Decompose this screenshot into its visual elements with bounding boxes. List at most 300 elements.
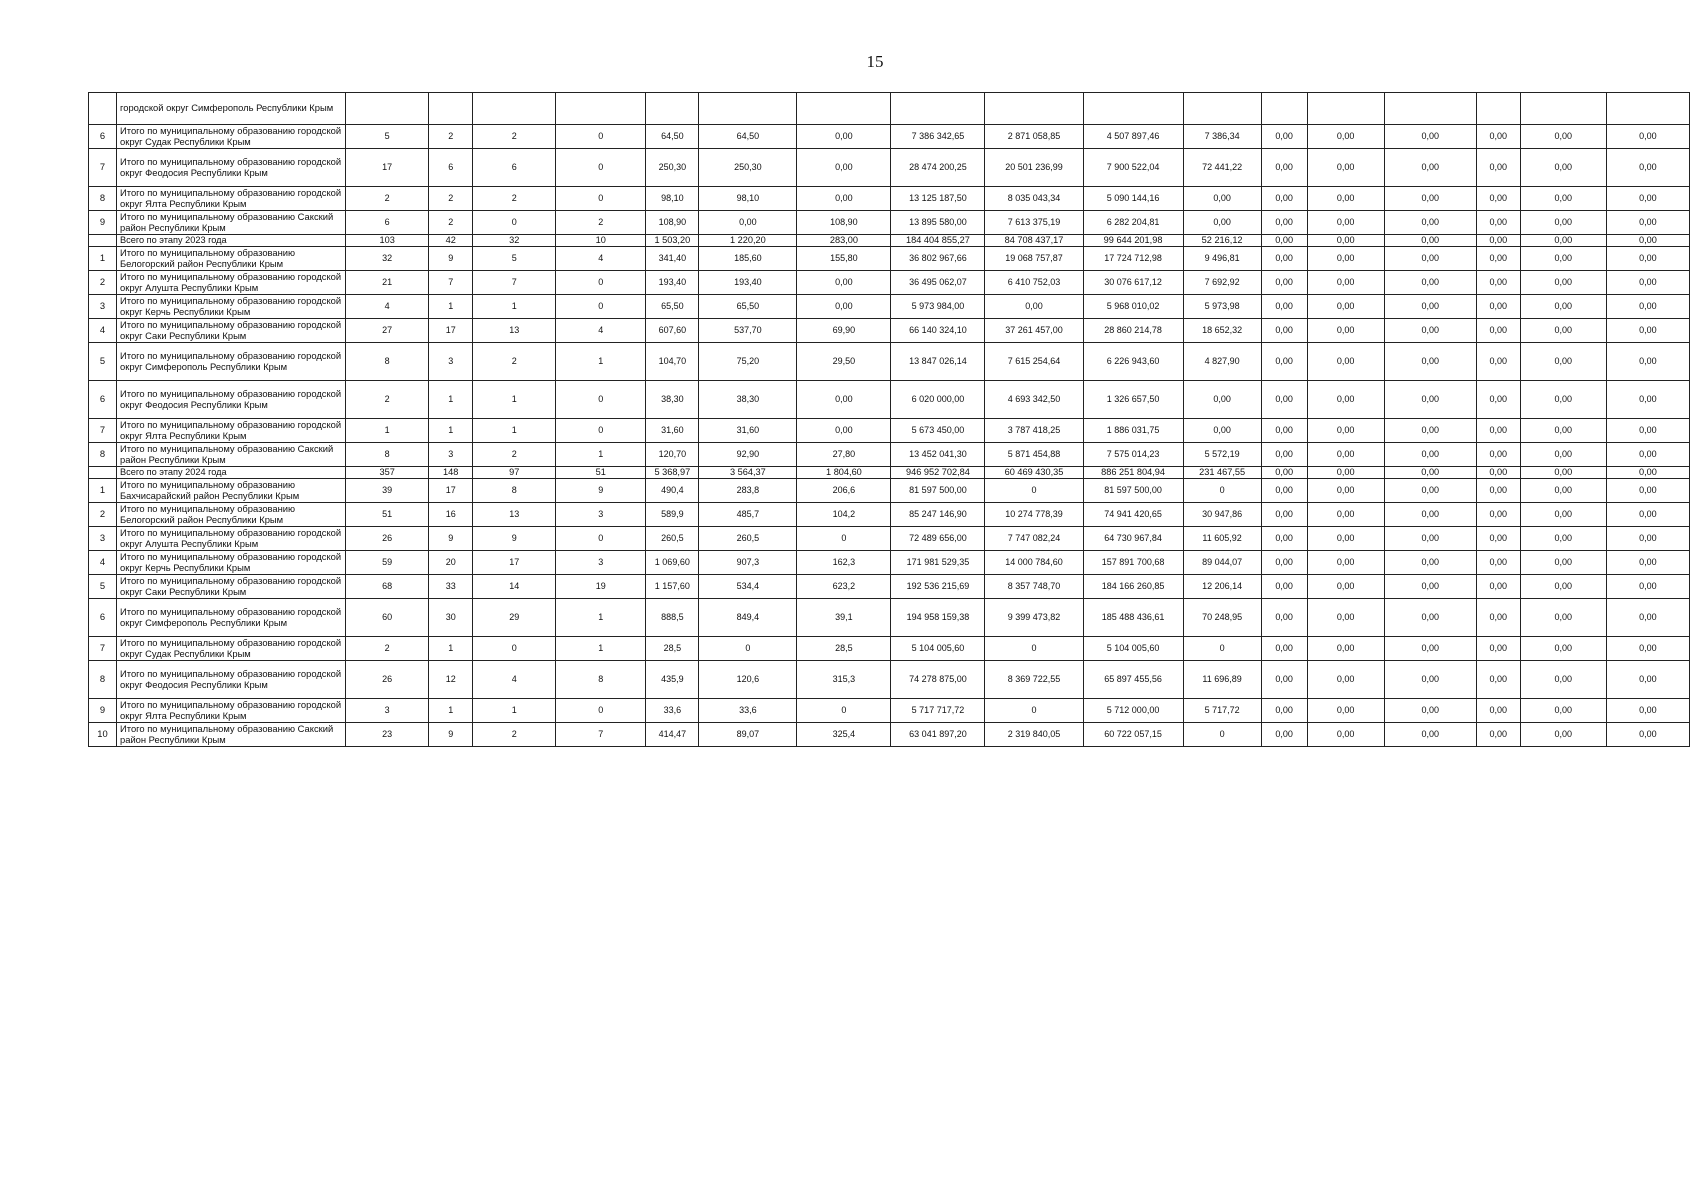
table-row xyxy=(89,319,1690,343)
value-cell: 0,00 xyxy=(1307,211,1384,235)
value-cell: 0,00 xyxy=(1261,479,1307,503)
value-cell: 84 708 437,17 xyxy=(985,235,1083,247)
value-cell: 108,90 xyxy=(797,211,891,235)
value-cell: 1 xyxy=(556,343,646,381)
value-cell: 0,00 xyxy=(1606,479,1689,503)
value-cell: 9 xyxy=(429,247,473,271)
value-cell: 325,4 xyxy=(797,723,891,747)
value-cell: 0,00 xyxy=(1606,211,1689,235)
value-cell: 0 xyxy=(699,637,797,661)
value-cell: 7 386,34 xyxy=(1183,125,1261,149)
table-row xyxy=(89,503,1690,527)
value-cell: 5 104 005,60 xyxy=(891,637,985,661)
value-cell: 3 xyxy=(346,699,429,723)
value-cell: 0,00 xyxy=(1476,661,1520,699)
value-cell: 589,9 xyxy=(646,503,699,527)
value-cell: 37 261 457,00 xyxy=(985,319,1083,343)
value-cell: 63 041 897,20 xyxy=(891,723,985,747)
value-cell: 0,00 xyxy=(1261,149,1307,187)
value-cell: 32 xyxy=(473,235,556,247)
value-cell: 5 xyxy=(473,247,556,271)
value-cell: 1 xyxy=(473,699,556,723)
municipality-name-cell: Итого по муниципальному образованию Бахчисарайский район Республики Крым xyxy=(117,479,346,503)
value-cell: 33,6 xyxy=(646,699,699,723)
row-number-cell: 8 xyxy=(89,187,117,211)
table-row xyxy=(89,661,1690,699)
table-body xyxy=(89,93,1690,747)
row-number-cell: 1 xyxy=(89,479,117,503)
value-cell: 0,00 xyxy=(699,211,797,235)
value-cell: 1 804,60 xyxy=(797,467,891,479)
value-cell: 283,8 xyxy=(699,479,797,503)
value-cell: 13 125 187,50 xyxy=(891,187,985,211)
value-cell: 9 xyxy=(556,479,646,503)
value-cell: 0,00 xyxy=(1261,381,1307,419)
row-number-cell: 5 xyxy=(89,575,117,599)
value-cell: 31,60 xyxy=(646,419,699,443)
value-cell: 12 206,14 xyxy=(1183,575,1261,599)
value-cell: 39 xyxy=(346,479,429,503)
row-number-cell: 10 xyxy=(89,723,117,747)
value-cell: 0,00 xyxy=(1476,295,1520,319)
value-cell: 0,00 xyxy=(1307,419,1384,443)
value-cell: 9 xyxy=(429,527,473,551)
value-cell: 0,00 xyxy=(1520,187,1606,211)
value-cell: 12 xyxy=(429,661,473,699)
value-cell: 17 724 712,98 xyxy=(1083,247,1183,271)
value-cell: 81 597 500,00 xyxy=(1083,479,1183,503)
value-cell: 185 488 436,61 xyxy=(1083,599,1183,637)
value-cell: 64 730 967,84 xyxy=(1083,527,1183,551)
value-cell: 89 044,07 xyxy=(1183,551,1261,575)
value-cell: 10 274 778,39 xyxy=(985,503,1083,527)
value-cell: 0,00 xyxy=(1476,187,1520,211)
value-cell: 0,00 xyxy=(1307,527,1384,551)
value-cell: 5 104 005,60 xyxy=(1083,637,1183,661)
value-cell: 0,00 xyxy=(1606,661,1689,699)
value-cell: 17 xyxy=(429,319,473,343)
value-cell: 85 247 146,90 xyxy=(891,503,985,527)
municipality-name-cell: Итого по муниципальному образованию городской округ Ялта Республики Крым xyxy=(117,699,346,723)
value-cell: 0,00 xyxy=(1606,319,1689,343)
value-cell: 0,00 xyxy=(1307,187,1384,211)
value-cell: 60 469 430,35 xyxy=(985,467,1083,479)
value-cell: 607,60 xyxy=(646,319,699,343)
value-cell: 5 572,19 xyxy=(1183,443,1261,467)
value-cell: 0,00 xyxy=(1384,503,1476,527)
row-number-cell: 4 xyxy=(89,551,117,575)
value-cell: 0,00 xyxy=(1606,637,1689,661)
value-cell: 10 xyxy=(556,235,646,247)
value-cell: 0,00 xyxy=(1520,661,1606,699)
value-cell: 0,00 xyxy=(1606,271,1689,295)
value-cell: 29,50 xyxy=(797,343,891,381)
value-cell: 0,00 xyxy=(1606,149,1689,187)
value-cell: 2 871 058,85 xyxy=(985,125,1083,149)
table-row xyxy=(89,419,1690,443)
value-cell: 39,1 xyxy=(797,599,891,637)
row-number-cell: 1 xyxy=(89,247,117,271)
value-cell: 0,00 xyxy=(1476,443,1520,467)
value-cell: 0,00 xyxy=(1520,149,1606,187)
value-cell: 0,00 xyxy=(1520,125,1606,149)
value-cell: 9 xyxy=(429,723,473,747)
value-cell: 0,00 xyxy=(1307,247,1384,271)
value-cell: 0,00 xyxy=(1606,443,1689,467)
row-number-cell: 9 xyxy=(89,699,117,723)
value-cell: 184 404 855,27 xyxy=(891,235,985,247)
municipality-name-cell: Всего по этапу 2024 года xyxy=(117,467,346,479)
value-cell: 6 xyxy=(346,211,429,235)
value-cell: 23 xyxy=(346,723,429,747)
value-cell: 28 474 200,25 xyxy=(891,149,985,187)
value-cell: 89,07 xyxy=(699,723,797,747)
value-cell: 108,90 xyxy=(646,211,699,235)
value-cell: 0,00 xyxy=(1476,599,1520,637)
value-cell: 162,3 xyxy=(797,551,891,575)
value-cell: 0,00 xyxy=(1476,125,1520,149)
value-cell: 65 897 455,56 xyxy=(1083,661,1183,699)
value-cell: 0,00 xyxy=(1384,467,1476,479)
value-cell: 0,00 xyxy=(1384,527,1476,551)
value-cell: 98,10 xyxy=(646,187,699,211)
value-cell: 1 xyxy=(556,637,646,661)
value-cell: 8 xyxy=(473,479,556,503)
value-cell xyxy=(1261,93,1307,125)
value-cell: 0,00 xyxy=(1261,443,1307,467)
value-cell: 0,00 xyxy=(1476,503,1520,527)
value-cell: 69,90 xyxy=(797,319,891,343)
value-cell: 20 501 236,99 xyxy=(985,149,1083,187)
value-cell: 283,00 xyxy=(797,235,891,247)
row-number-cell: 8 xyxy=(89,443,117,467)
value-cell: 2 xyxy=(473,443,556,467)
value-cell: 0,00 xyxy=(1384,723,1476,747)
value-cell: 193,40 xyxy=(699,271,797,295)
value-cell: 8 035 043,34 xyxy=(985,187,1083,211)
value-cell: 27 xyxy=(346,319,429,343)
value-cell: 1 xyxy=(473,295,556,319)
value-cell: 26 xyxy=(346,527,429,551)
value-cell: 19 068 757,87 xyxy=(985,247,1083,271)
value-cell: 0,00 xyxy=(1261,575,1307,599)
table-row xyxy=(89,271,1690,295)
row-number-cell xyxy=(89,93,117,125)
value-cell: 1 xyxy=(429,699,473,723)
value-cell: 0,00 xyxy=(1520,479,1606,503)
value-cell: 3 xyxy=(556,551,646,575)
value-cell: 0,00 xyxy=(1307,125,1384,149)
value-cell: 260,5 xyxy=(699,527,797,551)
value-cell: 0,00 xyxy=(1307,343,1384,381)
value-cell: 33 xyxy=(429,575,473,599)
value-cell: 0,00 xyxy=(797,125,891,149)
value-cell: 0,00 xyxy=(1476,467,1520,479)
value-cell: 0,00 xyxy=(1520,295,1606,319)
value-cell: 0,00 xyxy=(1261,319,1307,343)
value-cell: 0 xyxy=(797,527,891,551)
row-number-cell: 6 xyxy=(89,599,117,637)
value-cell: 21 xyxy=(346,271,429,295)
value-cell: 435,9 xyxy=(646,661,699,699)
value-cell: 0,00 xyxy=(1307,149,1384,187)
municipality-name-cell: Итого по муниципальному образованию городской округ Феодосия Республики Крым xyxy=(117,149,346,187)
value-cell: 0 xyxy=(985,479,1083,503)
value-cell: 6 xyxy=(429,149,473,187)
value-cell: 4 xyxy=(556,319,646,343)
value-cell: 5 368,97 xyxy=(646,467,699,479)
value-cell: 192 536 215,69 xyxy=(891,575,985,599)
value-cell: 0,00 xyxy=(1476,211,1520,235)
value-cell: 184 166 260,85 xyxy=(1083,575,1183,599)
value-cell: 0,00 xyxy=(1261,503,1307,527)
value-cell: 0 xyxy=(556,699,646,723)
value-cell: 886 251 804,94 xyxy=(1083,467,1183,479)
value-cell: 0,00 xyxy=(1520,551,1606,575)
value-cell: 13 xyxy=(473,503,556,527)
value-cell: 0,00 xyxy=(1261,211,1307,235)
value-cell: 0,00 xyxy=(1261,125,1307,149)
value-cell: 534,4 xyxy=(699,575,797,599)
value-cell xyxy=(1083,93,1183,125)
value-cell: 8 xyxy=(346,343,429,381)
value-cell: 0,00 xyxy=(1261,235,1307,247)
value-cell: 0,00 xyxy=(797,381,891,419)
value-cell: 8 369 722,55 xyxy=(985,661,1083,699)
value-cell: 7 xyxy=(473,271,556,295)
value-cell: 1 220,20 xyxy=(699,235,797,247)
value-cell: 0 xyxy=(1183,637,1261,661)
value-cell: 0 xyxy=(985,699,1083,723)
value-cell: 0,00 xyxy=(1476,699,1520,723)
table-row xyxy=(89,187,1690,211)
value-cell: 0,00 xyxy=(1384,381,1476,419)
value-cell: 0,00 xyxy=(1307,599,1384,637)
value-cell: 75,20 xyxy=(699,343,797,381)
value-cell: 38,30 xyxy=(699,381,797,419)
value-cell: 98,10 xyxy=(699,187,797,211)
value-cell: 1 xyxy=(346,419,429,443)
municipality-name-cell: Всего по этапу 2023 года xyxy=(117,235,346,247)
value-cell: 9 496,81 xyxy=(1183,247,1261,271)
value-cell: 0,00 xyxy=(1606,699,1689,723)
value-cell: 0 xyxy=(556,419,646,443)
value-cell: 17 xyxy=(346,149,429,187)
value-cell: 0,00 xyxy=(1261,419,1307,443)
value-cell: 0,00 xyxy=(1261,527,1307,551)
value-cell: 7 692,92 xyxy=(1183,271,1261,295)
value-cell: 13 452 041,30 xyxy=(891,443,985,467)
row-number-cell: 6 xyxy=(89,125,117,149)
value-cell: 99 644 201,98 xyxy=(1083,235,1183,247)
table-row xyxy=(89,93,1690,125)
value-cell: 1 xyxy=(429,295,473,319)
value-cell: 120,6 xyxy=(699,661,797,699)
municipality-name-cell: Итого по муниципальному образованию городской округ Саки Республики Крым xyxy=(117,319,346,343)
value-cell: 0,00 xyxy=(1261,467,1307,479)
value-cell: 171 981 529,35 xyxy=(891,551,985,575)
value-cell: 0,00 xyxy=(1261,295,1307,319)
value-cell: 72 489 656,00 xyxy=(891,527,985,551)
value-cell: 0,00 xyxy=(1307,661,1384,699)
value-cell: 148 xyxy=(429,467,473,479)
row-number-cell xyxy=(89,467,117,479)
value-cell: 7 386 342,65 xyxy=(891,125,985,149)
value-cell xyxy=(1476,93,1520,125)
table-row xyxy=(89,343,1690,381)
value-cell: 4 507 897,46 xyxy=(1083,125,1183,149)
value-cell: 0,00 xyxy=(1476,419,1520,443)
value-cell: 13 xyxy=(473,319,556,343)
table-row xyxy=(89,551,1690,575)
value-cell: 0,00 xyxy=(1476,479,1520,503)
value-cell: 623,2 xyxy=(797,575,891,599)
value-cell: 0 xyxy=(473,637,556,661)
value-cell: 36 495 062,07 xyxy=(891,271,985,295)
value-cell: 0,00 xyxy=(1520,467,1606,479)
value-cell: 0,00 xyxy=(797,271,891,295)
municipality-name-cell: Итого по муниципальному образованию Сакский район Республики Крым xyxy=(117,211,346,235)
value-cell: 9 xyxy=(473,527,556,551)
value-cell: 0,00 xyxy=(1606,503,1689,527)
value-cell: 7 900 522,04 xyxy=(1083,149,1183,187)
value-cell: 0 xyxy=(556,381,646,419)
value-cell: 4 xyxy=(473,661,556,699)
value-cell: 8 357 748,70 xyxy=(985,575,1083,599)
value-cell: 1 069,60 xyxy=(646,551,699,575)
value-cell: 65,50 xyxy=(646,295,699,319)
value-cell: 0,00 xyxy=(1261,187,1307,211)
value-cell: 0,00 xyxy=(1384,575,1476,599)
value-cell: 0,00 xyxy=(1606,247,1689,271)
value-cell: 0,00 xyxy=(1261,599,1307,637)
value-cell: 2 xyxy=(473,187,556,211)
value-cell: 0 xyxy=(556,187,646,211)
value-cell: 0,00 xyxy=(1520,699,1606,723)
value-cell: 4 xyxy=(346,295,429,319)
total-row xyxy=(89,235,1690,247)
value-cell: 8 xyxy=(556,661,646,699)
value-cell: 490,4 xyxy=(646,479,699,503)
value-cell: 849,4 xyxy=(699,599,797,637)
value-cell: 5 973,98 xyxy=(1183,295,1261,319)
value-cell: 1 xyxy=(429,637,473,661)
value-cell: 1 886 031,75 xyxy=(1083,419,1183,443)
value-cell: 907,3 xyxy=(699,551,797,575)
table-row xyxy=(89,575,1690,599)
value-cell: 60 xyxy=(346,599,429,637)
value-cell: 0,00 xyxy=(1384,187,1476,211)
row-number-cell: 2 xyxy=(89,503,117,527)
municipality-name-cell: Итого по муниципальному образованию городской округ Керчь Республики Крым xyxy=(117,295,346,319)
value-cell: 0,00 xyxy=(1384,637,1476,661)
municipality-name-cell: Итого по муниципальному образованию городской округ Симферополь Республики Крым xyxy=(117,599,346,637)
value-cell: 0,00 xyxy=(985,295,1083,319)
row-number-cell: 9 xyxy=(89,211,117,235)
value-cell: 0 xyxy=(556,527,646,551)
value-cell: 14 000 784,60 xyxy=(985,551,1083,575)
value-cell: 0,00 xyxy=(1384,125,1476,149)
value-cell: 537,70 xyxy=(699,319,797,343)
value-cell: 0,00 xyxy=(1384,247,1476,271)
value-cell: 5 xyxy=(346,125,429,149)
value-cell: 4 827,90 xyxy=(1183,343,1261,381)
value-cell: 0,00 xyxy=(1606,551,1689,575)
value-cell: 51 xyxy=(346,503,429,527)
value-cell: 4 693 342,50 xyxy=(985,381,1083,419)
value-cell: 0,00 xyxy=(1520,381,1606,419)
value-cell: 1 326 657,50 xyxy=(1083,381,1183,419)
value-cell: 0,00 xyxy=(1261,247,1307,271)
value-cell: 0,00 xyxy=(1307,381,1384,419)
value-cell: 74 278 875,00 xyxy=(891,661,985,699)
value-cell: 11 605,92 xyxy=(1183,527,1261,551)
value-cell: 0,00 xyxy=(1307,637,1384,661)
value-cell: 8 xyxy=(346,443,429,467)
value-cell: 0,00 xyxy=(1384,599,1476,637)
value-cell: 0,00 xyxy=(1476,235,1520,247)
value-cell: 0,00 xyxy=(1606,295,1689,319)
value-cell: 1 157,60 xyxy=(646,575,699,599)
value-cell: 206,6 xyxy=(797,479,891,503)
value-cell: 0 xyxy=(797,699,891,723)
value-cell: 5 973 984,00 xyxy=(891,295,985,319)
row-number-cell: 4 xyxy=(89,319,117,343)
value-cell: 357 xyxy=(346,467,429,479)
value-cell: 7 747 082,24 xyxy=(985,527,1083,551)
value-cell: 30 076 617,12 xyxy=(1083,271,1183,295)
value-cell: 36 802 967,66 xyxy=(891,247,985,271)
value-cell: 0,00 xyxy=(1520,503,1606,527)
value-cell: 341,40 xyxy=(646,247,699,271)
value-cell: 5 968 010,02 xyxy=(1083,295,1183,319)
value-cell: 0,00 xyxy=(1520,247,1606,271)
value-cell: 0,00 xyxy=(1520,271,1606,295)
value-cell: 0,00 xyxy=(1261,661,1307,699)
value-cell: 0,00 xyxy=(1183,381,1261,419)
value-cell: 0,00 xyxy=(1307,575,1384,599)
value-cell: 0,00 xyxy=(1520,211,1606,235)
value-cell: 28 860 214,78 xyxy=(1083,319,1183,343)
value-cell: 64,50 xyxy=(646,125,699,149)
municipality-name-cell: Итого по муниципальному образованию городской округ Судак Республики Крым xyxy=(117,637,346,661)
value-cell: 0,00 xyxy=(1520,343,1606,381)
value-cell: 0,00 xyxy=(1183,211,1261,235)
municipality-name-cell: Итого по муниципальному образованию городской округ Феодосия Республики Крым xyxy=(117,661,346,699)
value-cell: 1 xyxy=(556,599,646,637)
municipality-name-cell: Итого по муниципальному образованию Сакский район Республики Крым xyxy=(117,443,346,467)
value-cell: 13 847 026,14 xyxy=(891,343,985,381)
value-cell: 64,50 xyxy=(699,125,797,149)
value-cell: 946 952 702,84 xyxy=(891,467,985,479)
table-row xyxy=(89,211,1690,235)
value-cell: 81 597 500,00 xyxy=(891,479,985,503)
value-cell: 6 410 752,03 xyxy=(985,271,1083,295)
table-row xyxy=(89,381,1690,419)
value-cell: 0,00 xyxy=(1520,575,1606,599)
value-cell: 1 503,20 xyxy=(646,235,699,247)
value-cell: 5 673 450,00 xyxy=(891,419,985,443)
value-cell: 27,80 xyxy=(797,443,891,467)
value-cell: 2 xyxy=(346,637,429,661)
value-cell: 250,30 xyxy=(646,149,699,187)
row-number-cell: 3 xyxy=(89,527,117,551)
municipality-name-cell: Итого по муниципальному образованию городской округ Алушта Республики Крым xyxy=(117,271,346,295)
value-cell: 0 xyxy=(1183,479,1261,503)
value-cell: 30 xyxy=(429,599,473,637)
value-cell: 2 xyxy=(473,343,556,381)
value-cell: 38,30 xyxy=(646,381,699,419)
